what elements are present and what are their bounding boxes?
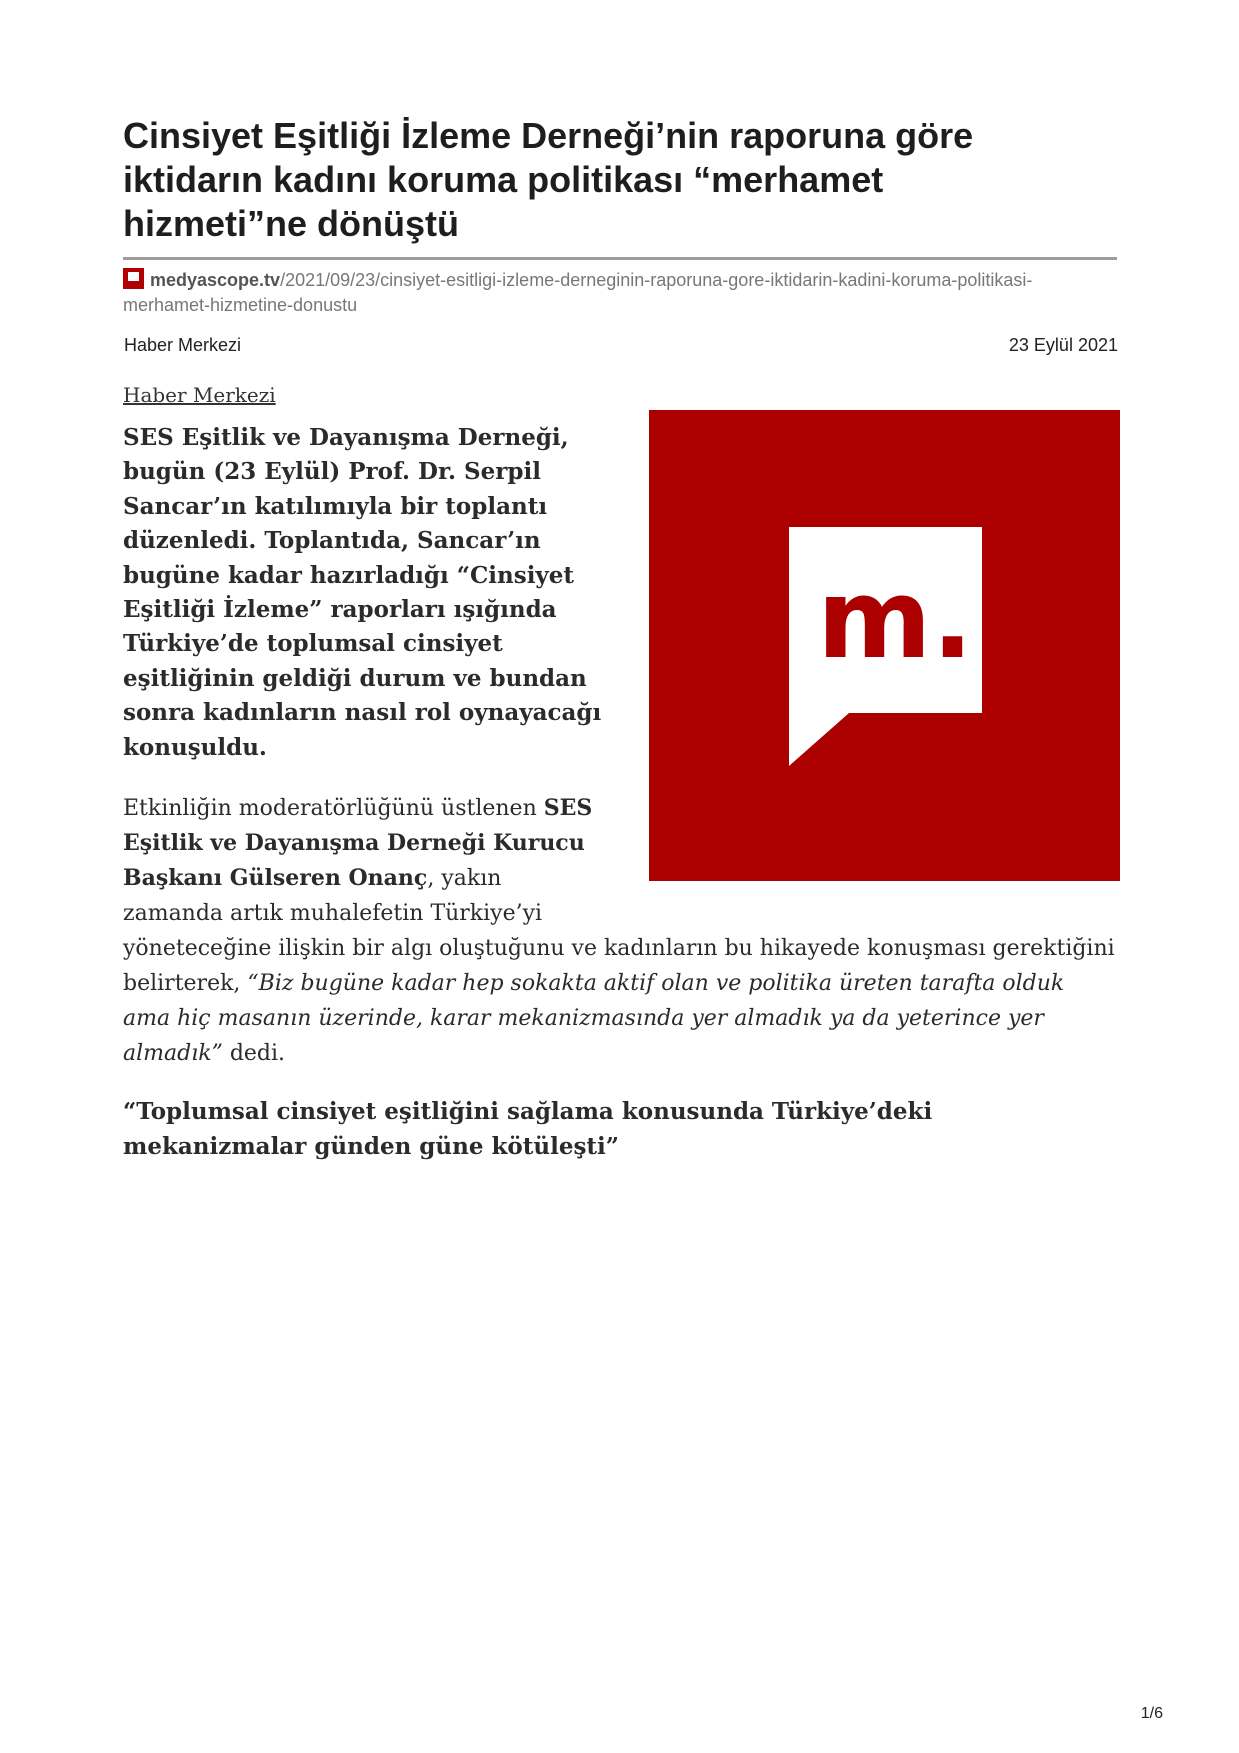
section-subheading xyxy=(123,1094,1123,1164)
quote-text: almadık” xyxy=(123,1041,223,1066)
quote-text: ama hiç masanın üzerinde, karar mekanizmasında yer almadık ya da yeterince yer xyxy=(123,1006,1044,1031)
author-link[interactable]: Haber Merkezi xyxy=(123,383,276,407)
article-title xyxy=(123,114,1123,246)
subhead-line: “Toplumsal cinsiyet eşitliğini sağlama konusunda Türkiye’deki xyxy=(123,1098,933,1125)
lead-line: Sancar’ın katılımıyla bir toplantı xyxy=(123,492,548,520)
para-bold-text: SES xyxy=(543,795,593,821)
lead-line: bugün (23 Eylül) Prof. Dr. Serpil xyxy=(123,458,541,486)
body-paragraph xyxy=(123,791,1123,1071)
para-text: yöneteceğine ilişkin bir algı oluştuğunu ve kadınların bu hikayede konuşması gerektiğini xyxy=(123,936,1115,961)
subhead-line: mekanizmalar günden güne kötüleşti” xyxy=(123,1133,620,1160)
para-text: belirterek, xyxy=(123,971,248,996)
para-text: Etkinliğin moderatörlüğünü üstlenen xyxy=(123,796,544,821)
para-text: zamanda artık muhalefetin Türkiye’yi xyxy=(123,901,543,926)
lead-line: Türkiye’de toplumsal cinsiyet xyxy=(123,630,503,658)
source-url[interactable] xyxy=(123,268,1123,318)
source-path[interactable]: /2021/09/23/cinsiyet-esitligi-izleme-derneginin-raporuna-gore-iktidarin-kadini-koruma-politikasi- xyxy=(280,270,1033,290)
lead-line: Eşitliği İzleme” raporları ışığında xyxy=(123,596,557,624)
lead-paragraph xyxy=(123,421,623,765)
lead-line: eşitliğinin geldiği durum ve bundan xyxy=(123,664,587,692)
medyascope-favicon-icon xyxy=(123,268,144,289)
para-text: , yakın xyxy=(427,866,502,891)
source-path-continued[interactable]: merhamet-hizmetine-donustu xyxy=(123,295,358,315)
byline-author: Haber Merkezi xyxy=(124,335,242,355)
page-number: 1/6 xyxy=(1140,1705,1163,1722)
lead-line: düzenledi. Toplantıda, Sancar’ın xyxy=(123,527,541,555)
para-bold-text: Eşitlik ve Dayanışma Derneği Kurucu xyxy=(123,830,585,856)
para-bold-text: Başkanı Gülseren Onanç xyxy=(123,865,428,891)
logo-letter: m. xyxy=(817,555,974,683)
title-line: iktidarın kadını koruma politikası “merhamet xyxy=(123,159,884,200)
publish-date: 23 Eylül 2021 xyxy=(1008,335,1118,355)
title-line: Cinsiyet Eşitliği İzleme Derneği’nin raporuna göre xyxy=(123,115,974,156)
title-line: hizmeti”ne dönüştü xyxy=(123,203,459,244)
lead-line: konuşuldu. xyxy=(123,733,267,761)
lead-line: bugüne kadar hazırladığı “Cinsiyet xyxy=(123,561,575,589)
lead-line: sonra kadınların nasıl rol oynayacağı xyxy=(123,699,602,727)
title-divider xyxy=(123,257,1117,260)
lead-line: SES Eşitlik ve Dayanışma Derneği, xyxy=(123,424,569,451)
source-domain[interactable]: medyascope.tv xyxy=(150,270,281,290)
para-text: dedi. xyxy=(222,1041,286,1066)
quote-text: “Biz bugüne kadar hep sokakta aktif olan ve politika üreten tarafta olduk xyxy=(247,971,1065,996)
